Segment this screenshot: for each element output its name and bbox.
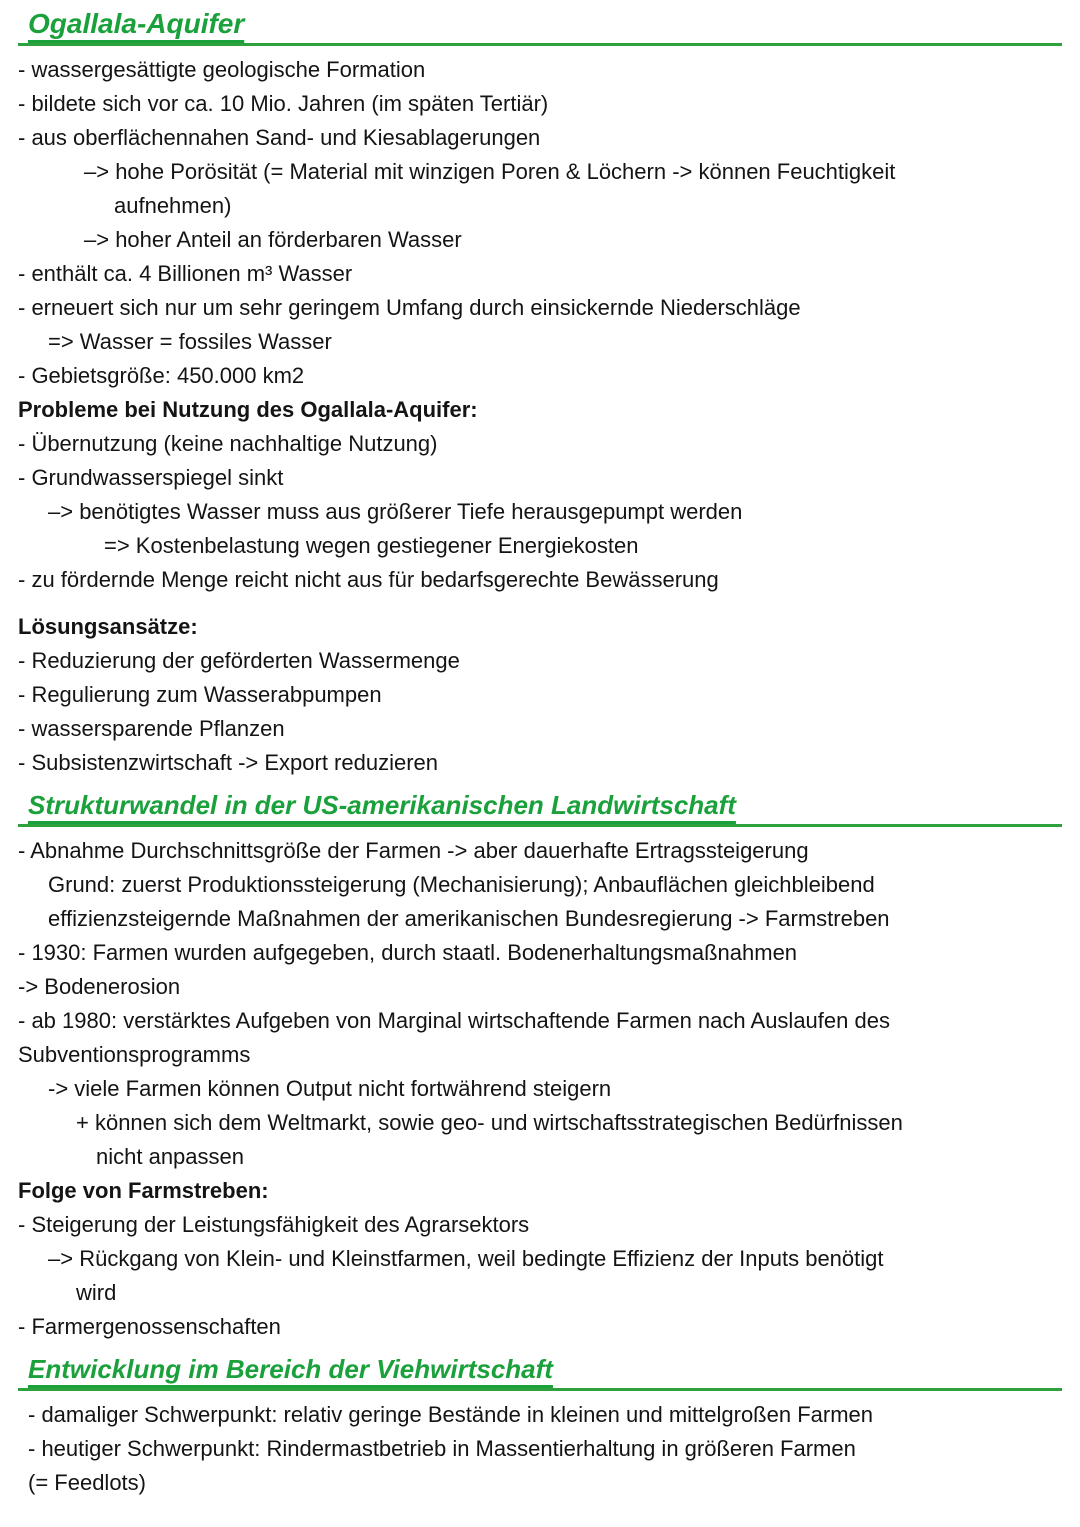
note-line: (= Feedlots): [28, 1470, 146, 1495]
note-line: - damaliger Schwerpunkt: relativ geringe Bestände in kleinen und mittelgroßen Farmen: [28, 1402, 873, 1427]
note-line: –> Rückgang von Klein- und Kleinstfarmen, weil bedingte Effizienz der Inputs benötigt: [48, 1246, 884, 1271]
section-heading-text: Ogallala-Aquifer: [28, 8, 245, 39]
note-line: - wassersparende Pflanzen: [18, 716, 285, 741]
note-line: - Übernutzung (keine nachhaltige Nutzung): [18, 431, 438, 456]
note-line: -> viele Farmen können Output nicht fortwährend steigern: [48, 1076, 612, 1101]
note-subheading-loesungsansaetze: Lösungsansätze:: [18, 614, 198, 639]
note-line: aufnehmen): [114, 193, 232, 218]
note-line: –> benötigtes Wasser muss aus größerer Tiefe herausgepumpt werden: [48, 499, 743, 524]
note-line: - wassergesättigte geologische Formation: [18, 57, 426, 82]
note-subheading-folge-von-farmstreben: Folge von Farmstreben:: [18, 1178, 269, 1203]
note-line: effizienzsteigernde Maßnahmen der amerikanischen Bundesregierung -> Farmstreben: [48, 906, 890, 931]
section-heading-text: Strukturwandel in der US-amerikanischen Landwirtschaft: [28, 790, 736, 820]
note-line: - Reduzierung der geförderten Wassermenge: [18, 648, 460, 673]
note-line: - Gebietsgröße: 450.000 km2: [18, 363, 305, 388]
note-line: - Grundwasserspiegel sinkt: [18, 465, 284, 490]
note-line: - zu fördernde Menge reicht nicht aus für bedarfsgerechte Bewässerung: [18, 567, 719, 592]
section-heading-ogallala-aquifer: [18, 8, 1062, 46]
note-subheading-probleme: Probleme bei Nutzung des Ogallala-Aquifer:: [18, 397, 478, 422]
section-heading-text: Entwicklung im Bereich der Viehwirtschaft: [28, 1354, 553, 1384]
note-line: - enthält ca. 4 Billionen m³ Wasser: [18, 261, 353, 286]
note-line: wird: [76, 1280, 117, 1305]
note-line: –> hoher Anteil an förderbaren Wasser: [84, 227, 462, 252]
note-line: => Kostenbelastung wegen gestiegener Energiekosten: [104, 533, 639, 558]
note-line: - Subsistenzwirtschaft -> Export reduzieren: [18, 750, 439, 775]
note-line: - aus oberflächennahen Sand- und Kiesablagerungen: [18, 125, 541, 150]
note-line: + können sich dem Weltmarkt, sowie geo- und wirtschaftsstrategischen Bedürfnissen: [76, 1110, 903, 1135]
note-line: Subventionsprogramms: [18, 1042, 251, 1067]
note-line: - bildete sich vor ca. 10 Mio. Jahren (im späten Tertiär): [18, 91, 549, 116]
section-heading-viehwirtschaft: [18, 1353, 1062, 1391]
note-line: –> hohe Porösität (= Material mit winzigen Poren & Löchern -> können Feuchtigkeit: [84, 159, 896, 184]
section-heading-strukturwandel: [18, 789, 1062, 827]
note-line: - ab 1980: verstärktes Aufgeben von Marginal wirtschaftende Farmen nach Auslaufen des: [18, 1008, 890, 1033]
note-line: - Abnahme Durchschnittsgröße der Farmen -> aber dauerhafte Ertragssteigerung: [18, 838, 809, 863]
note-line: - Farmergenossenschaften: [18, 1314, 281, 1339]
note-line: => Wasser = fossiles Wasser: [48, 329, 332, 354]
note-line: - heutiger Schwerpunkt: Rindermastbetrieb in Massentierhaltung in größeren Farmen: [28, 1436, 856, 1461]
note-line: - Steigerung der Leistungsfähigkeit des Agrarsektors: [18, 1212, 530, 1237]
note-line: -> Bodenerosion: [18, 974, 181, 999]
note-line: - Regulierung zum Wasserabpumpen: [18, 682, 382, 707]
note-line: - erneuert sich nur um sehr geringem Umfang durch einsickernde Niederschläge: [18, 295, 801, 320]
note-line: nicht anpassen: [96, 1144, 244, 1169]
note-line: - 1930: Farmen wurden aufgegeben, durch staatl. Bodenerhaltungsmaßnahmen: [18, 940, 798, 965]
note-line: Grund: zuerst Produktionssteigerung (Mechanisierung); Anbauflächen gleichbleibend: [48, 872, 875, 897]
